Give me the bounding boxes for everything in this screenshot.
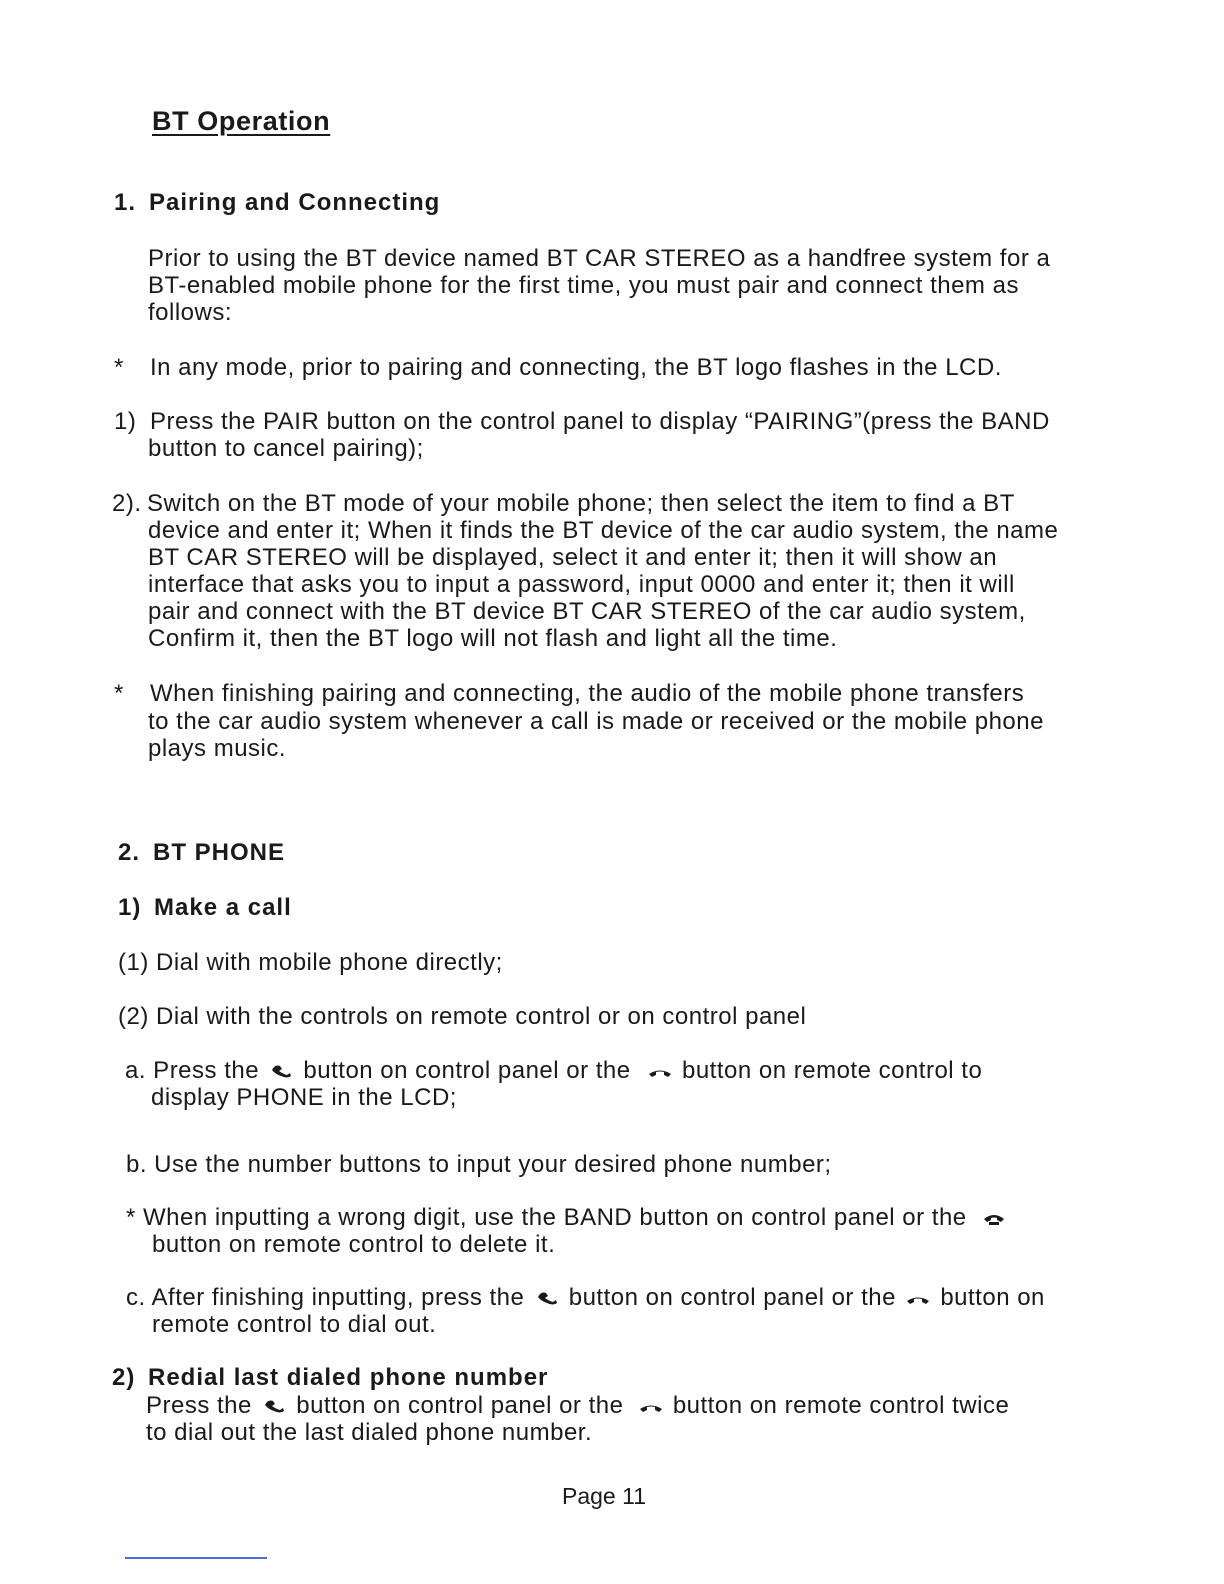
step-1-line-1: Press the PAIR button on the control panel to display “PAIRING”(press the BAND [150,408,1050,435]
call-button-icon [535,1285,559,1312]
section-1-number: 1. [114,189,137,216]
step-1-number: 1) [114,408,137,435]
note-1-mark: * [114,354,124,381]
step-c-line-2: remote control to dial out. [152,1311,437,1338]
note-1: In any mode, prior to pairing and connecting, the BT logo flashes in the LCD. [150,354,1002,381]
note-2-mark: * [114,680,124,707]
step-2-line-3: BT CAR STEREO will be displayed, select it and enter it; then it will show an [148,544,998,571]
remote-call-icon [648,1058,672,1085]
note-2-line-1: When finishing pairing and connecting, the audio of the mobile phone transfers [150,680,1025,707]
hangup-icon [982,1205,1006,1232]
redial-text-1: Press the [146,1392,252,1419]
remote-call-icon [906,1285,930,1312]
footer-rule [125,1557,267,1559]
redial-line-2: to dial out the last dialed phone number. [146,1419,593,1446]
step-a-text-3: button on remote control to [681,1057,983,1084]
step-2-line-4: interface that asks you to input a password, input 0000 and enter it; then it will [148,571,1015,598]
redial-text-3: button on remote control twice [672,1392,1010,1419]
section-2-heading: BT PHONE [153,839,286,866]
dial-option-1: (1) Dial with mobile phone directly; [118,949,503,976]
subsection-2-number: 2) [112,1364,136,1391]
step-a-line-2: display PHONE in the LCD; [151,1084,457,1111]
page-title: BT Operation [152,106,331,136]
step-1-line-2: button to cancel pairing); [148,435,424,462]
intro-line-1: Prior to using the BT device named BT CAR STEREO as a handfree system for a [148,245,1051,272]
call-button-icon [269,1058,293,1085]
subsection-1-heading: Make a call [154,894,292,921]
step-2-line-6: Confirm it, then the BT logo will not flash and light all the time. [148,625,838,652]
section-1-heading: Pairing and Connecting [149,189,441,216]
note-3-text: * When inputting a wrong digit, use the BAND button on control panel or the [126,1204,967,1231]
step-a-text-2: button on control panel or the [303,1057,631,1084]
note-3-line-1 [126,1204,1009,1232]
subsection-2-heading: Redial last dialed phone number [148,1364,549,1391]
step-c-text-3: button on [940,1284,1045,1311]
dial-option-2: (2) Dial with the controls on remote control or on control panel [118,1003,807,1030]
section-2-number: 2. [118,839,141,866]
step-c-line-1 [126,1284,1045,1312]
step-a-line-1 [125,1057,982,1085]
redial-line-1 [146,1392,1009,1420]
intro-line-3: follows: [148,299,233,326]
note-2-line-3: plays music. [148,735,287,762]
step-2-number: 2). [112,490,142,517]
step-c-text-2: button on control panel or the [568,1284,896,1311]
step-2-line-1: Switch on the BT mode of your mobile phone; then select the item to find a BT [147,490,1015,517]
note-2-line-2: to the car audio system whenever a call is made or received or the mobile phone [148,708,1044,735]
remote-call-icon [639,1393,663,1420]
step-2-line-5: pair and connect with the BT device BT CAR STEREO of the car audio system, [148,598,1026,625]
redial-text-2: button on control panel or the [296,1392,624,1419]
page-number: Page 11 [562,1483,646,1509]
step-c-text-1: c. After finishing inputting, press the [126,1284,525,1311]
step-b: b. Use the number buttons to input your desired phone number; [126,1151,832,1178]
intro-line-2: BT-enabled mobile phone for the first time, you must pair and connect them as [148,272,1019,299]
step-a-text-1: a. Press the [125,1057,260,1084]
step-2-line-2: device and enter it; When it finds the BT device of the car audio system, the name [148,517,1059,544]
note-3-line-2: button on remote control to delete it. [152,1231,556,1258]
subsection-1-number: 1) [118,894,142,921]
call-button-icon [262,1393,286,1420]
